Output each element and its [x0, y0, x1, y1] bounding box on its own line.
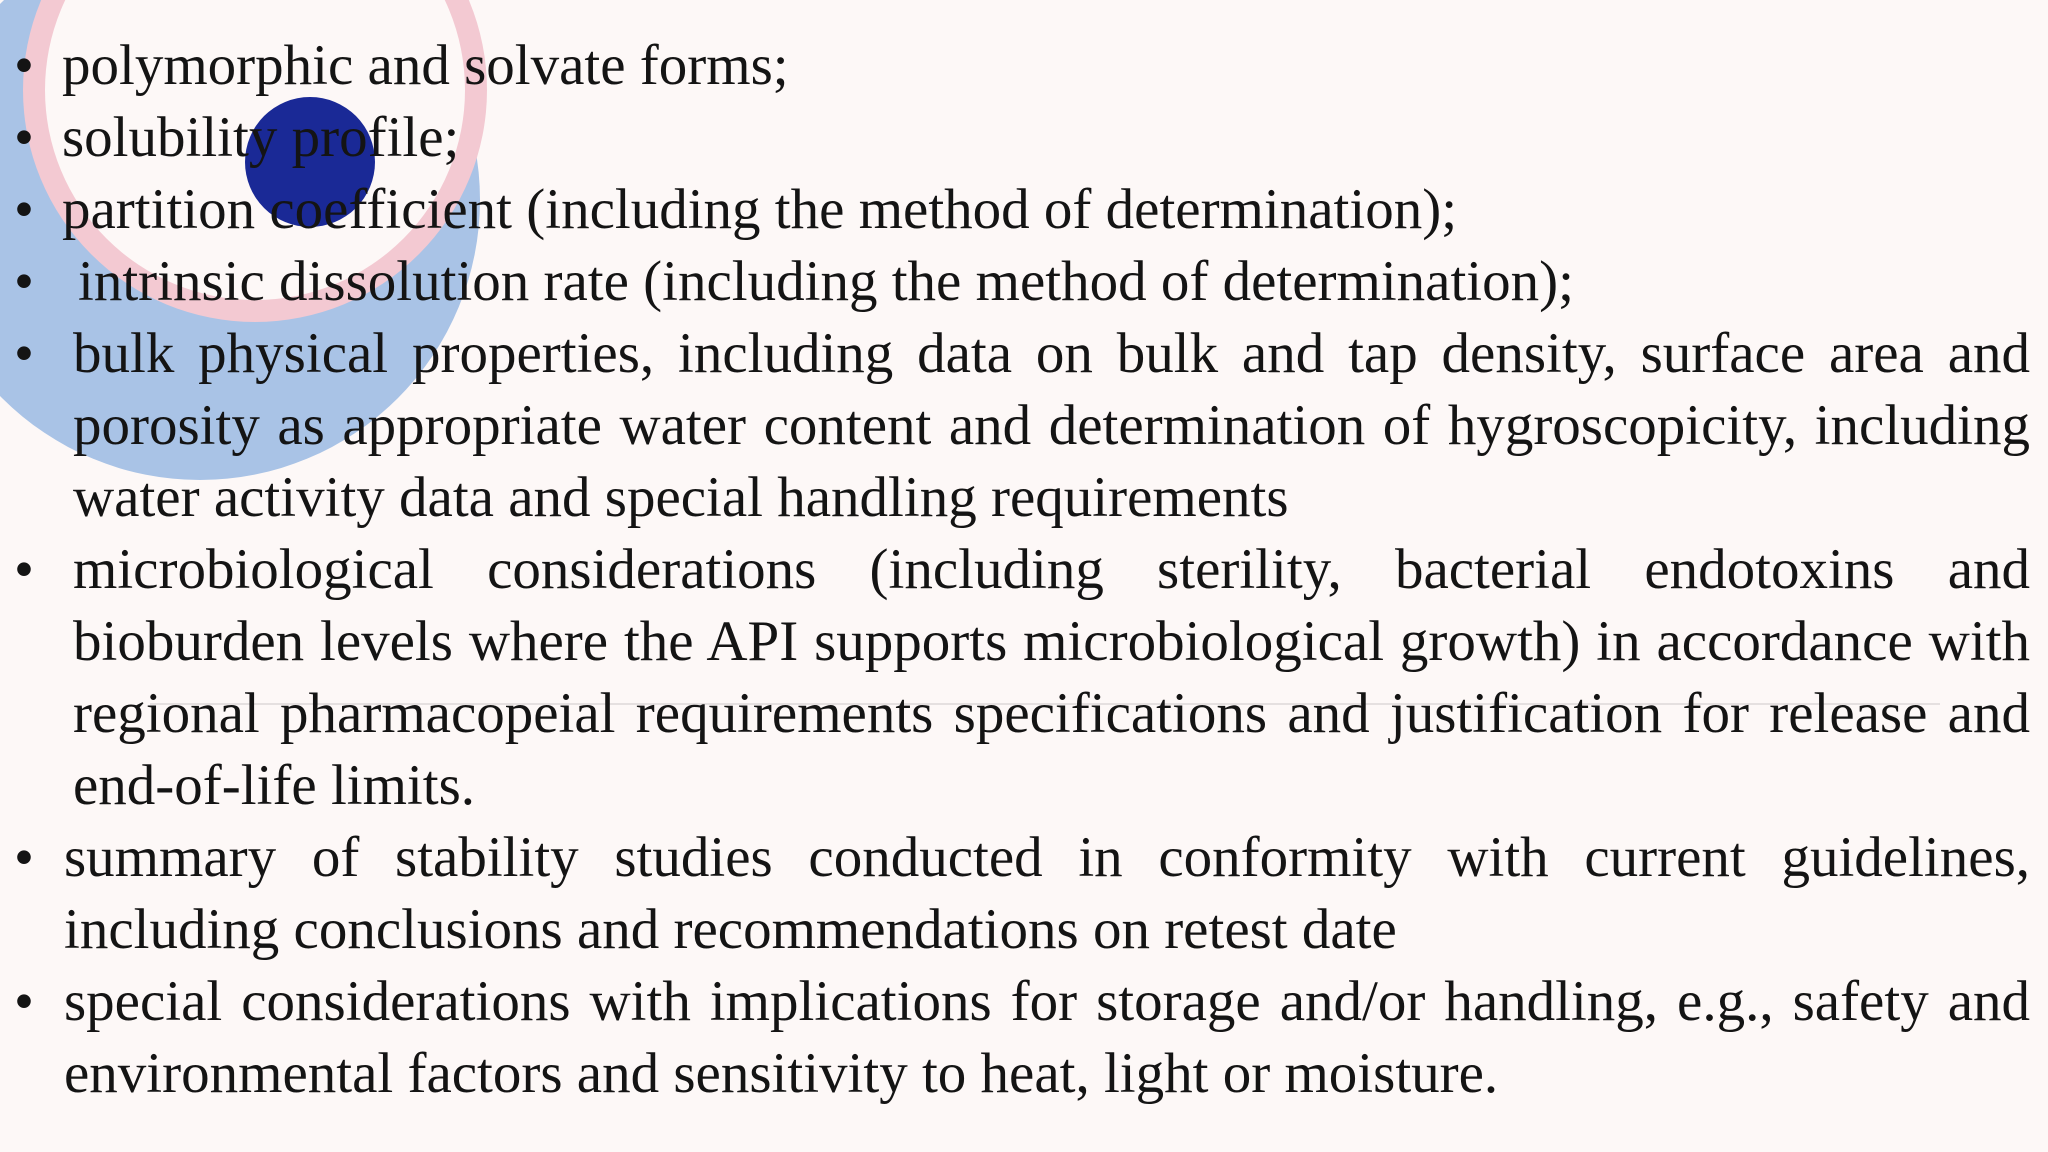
bullet-text: summary of stability studies conducted in conformity with current guidelines, including conclusions and recommendations on retest date — [64, 826, 2030, 961]
bullet-text: intrinsic dissolution rate (including the method of determination); — [78, 250, 1574, 313]
bullet-text: special considerations with implications for storage and/or handling, e.g., safety and environmental factors and sensitivity to heat, light or moisture. — [64, 970, 2030, 1105]
bullet-text: bulk physical properties, including data on bulk and tap density, surface area and porosity as appropriate water content and determination of hygroscopicity, including water activity data and special handling requirements — [73, 322, 2030, 529]
bullet-item-special-considerations — [0, 966, 2048, 1110]
bullet-item-bulk-physical-properties — [0, 318, 2048, 534]
bullet-item-polymorphic-forms — [0, 30, 2048, 102]
bullet-item-solubility-profile — [0, 102, 2048, 174]
bullet-marker: • — [14, 322, 34, 385]
bullet-item-microbiological-considerations — [0, 534, 2048, 822]
bullet-item-partition-coefficient — [0, 174, 2048, 246]
bullet-marker: • — [14, 970, 34, 1033]
bullet-marker: • — [14, 106, 34, 169]
bullet-text: microbiological considerations (including sterility, bacterial endotoxins and bioburden levels where the API supports microbiological growth) in accordance with regional pharmacopeial requirements specifications and justification for release and end-of-life limits. — [73, 538, 2030, 817]
bullet-list — [0, 30, 2048, 1110]
bullet-marker: • — [14, 34, 34, 97]
bullet-text: solubility profile; — [62, 106, 460, 169]
bullet-text: polymorphic and solvate forms; — [62, 34, 789, 97]
bullet-item-intrinsic-dissolution — [0, 246, 2048, 318]
bullet-marker: • — [14, 178, 34, 241]
bullet-marker: • — [14, 826, 34, 889]
bullet-text: partition coefficient (including the method of determination); — [62, 178, 1458, 241]
bullet-marker: • — [14, 250, 34, 313]
bullet-item-stability-studies — [0, 822, 2048, 966]
bullet-marker: • — [14, 538, 34, 601]
